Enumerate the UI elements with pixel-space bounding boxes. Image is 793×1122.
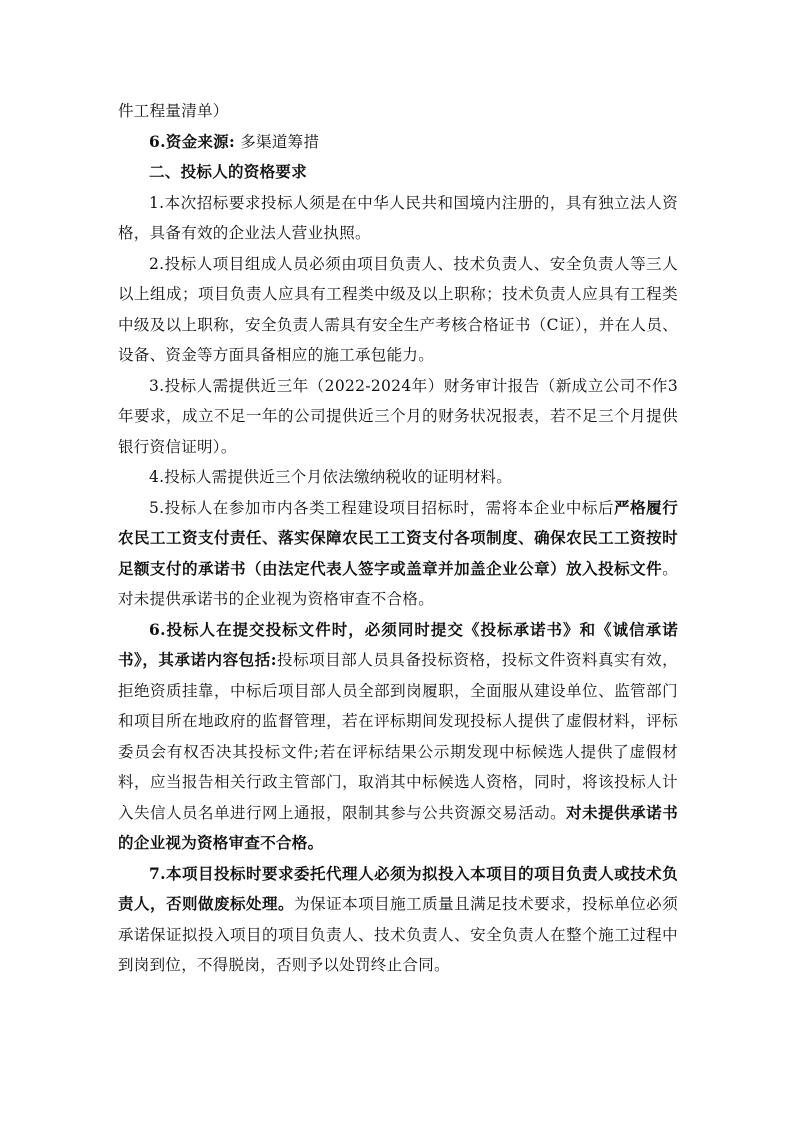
qualification-item-4-text: 4.投标人需提供近三个月依法缴纳税收的证明材料。 xyxy=(149,468,512,486)
qualification-item-4 xyxy=(118,462,678,493)
qualification-item-5 xyxy=(118,493,678,615)
qualification-item-3 xyxy=(118,371,678,463)
document-body xyxy=(118,96,678,981)
section-heading-qualifications xyxy=(118,157,678,188)
qualification-item-6 xyxy=(118,615,678,859)
funding-source-label: 6.资金来源: xyxy=(149,131,236,151)
paragraph-continuation xyxy=(118,96,678,127)
qualification-item-5-emphasis: 严格履行农民工工资支付责任、落实保障农民工工资支付各项制度、确保农民工工资按时足额支付的承诺书（由法定代表人签字或盖章并加盖企业公章）放入投标文件 xyxy=(118,497,678,578)
qualification-item-6-emphasis: 6.投标人在提交投标文件时，必须同时提交《投标承诺书》和《诚信承诺书》，其承诺内容包括: xyxy=(118,619,678,669)
qualification-item-3-text: 3.投标人需提供近三年（2022-2024年）财务审计报告（新成立公司不作3年要求，成立不足一年的公司提供近三个月的财务状况报表，若不足三个月提供银行资信证明）。 xyxy=(118,376,678,456)
qualification-item-2-text: 2.投标人项目组成人员必须由项目负责人、技术负责人、安全负责人等三人以上组成；项目负责人应具有工程类中级及以上职称；技术负责人应具有工程类中级及以上职称，安全负责人需具有安全生产考核合格证书（C证），并在人员、设备、资金等方面具备相应的施工承包能力。 xyxy=(118,254,678,364)
qualification-item-2 xyxy=(118,249,678,371)
paragraph-funding-source xyxy=(118,127,678,158)
funding-source-text: 多渠道筹措 xyxy=(240,132,320,151)
qualification-item-7-body: 为保证本项目施工质量且满足技术要求，投标单位必须承诺保证拟投入项目的项目负责人、技术负责人、安全负责人在整个施工过程中到岗到位，不得脱岗，否则予以处罚终止合同。 xyxy=(118,895,678,974)
qualification-item-1 xyxy=(118,188,678,249)
qualification-item-5-intro: 5.投标人在参加市内各类工程建设项目招标时，需将本企业中标后 xyxy=(149,498,615,517)
qualification-item-1-text: 1.本次招标要求投标人须是在中华人民共和国境内注册的，具有独立法人资格，具备有效的企业法人营业执照。 xyxy=(118,193,678,242)
continuation-text: 件工程量清单） xyxy=(118,102,229,120)
section-heading-text: 二、投标人的资格要求 xyxy=(149,162,308,181)
qualification-item-7-emphasis: 7.本项目投标时要求委托代理人必须为拟投入本项目的项目负责人或技术负责人，否则做废标处理。 xyxy=(118,863,678,913)
qualification-item-5-tail: 。对未提供承诺书的企业视为资格审查不合格。 xyxy=(118,559,678,608)
qualification-item-6-body: 投标项目部人员具备投标资格，投标文件资料真实有效，拒绝资质挂靠，中标后项目部人员全部到岗履职，全面服从建设单位、监管部门和项目所在地政府的监督管理，若在评标期间发现投标人提供了虚假材料，评标委员会有权否决其投标文件;若在评标结果公示期发现中标候选人提供了虚假材料，应当报告相关行政主管部门，取消其中标候选人资格，同时，将该投标人计入失信人员名单进行网上通报，限制其参与公共资源交易活动。 xyxy=(118,651,678,822)
qualification-item-7 xyxy=(118,859,678,981)
qualification-item-6-tail: 对未提供承诺书的企业视为资格审查不合格。 xyxy=(118,802,678,852)
